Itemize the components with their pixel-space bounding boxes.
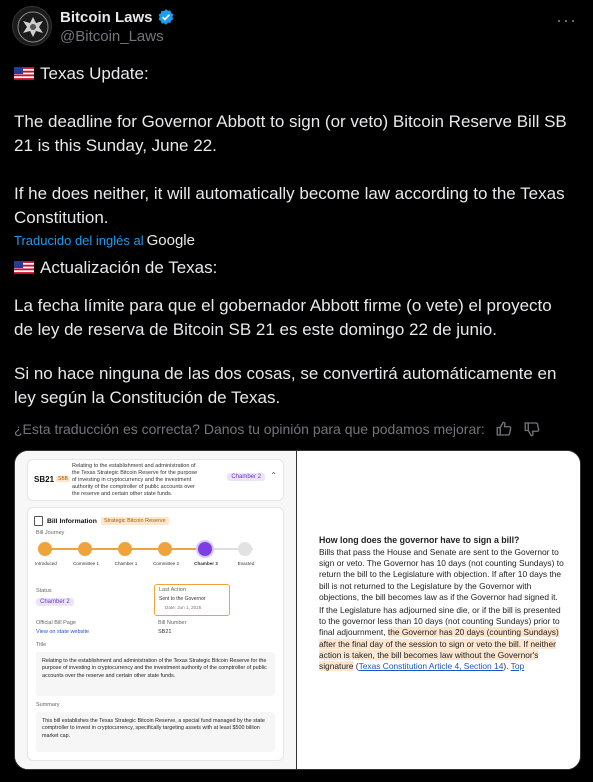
bill-information-card	[27, 507, 284, 761]
us-flag-icon	[14, 67, 34, 80]
journey-label-5: Chamber 2	[194, 561, 218, 566]
last-action-box	[154, 584, 230, 616]
journey-label-6: Enacted	[237, 561, 255, 566]
original-paragraph-2: If he does neither, it will automatically become law according to the Texas Constitution.	[14, 184, 565, 227]
display-name[interactable]: Bitcoin Laws	[60, 8, 153, 26]
translation-heading	[14, 256, 573, 280]
last-action-label: Last Action	[159, 587, 186, 593]
title-text: Relating to the establishment and administration of the Texas Strategic Bitcoin Reserve for the purpose of investing in cryptocurrency and the investment authority of the comptroller of public accounts over the reserve and certain other state funds.	[42, 658, 267, 679]
chamber-badge: Chamber 2	[227, 473, 265, 481]
feedback-prompt: ¿Esta traducción es correcta? Danos tu opinión para que podamos mejorar:	[14, 421, 485, 437]
original-heading	[14, 62, 573, 86]
status-badge: Chamber 2	[36, 598, 74, 606]
translated-by-text: Traducido del inglés al	[14, 233, 144, 248]
journey-label: Bill Journey	[36, 530, 65, 536]
bill-tag: SBB	[58, 476, 69, 482]
handle[interactable]: @Bitcoin_Laws	[60, 28, 164, 45]
journey-step-3	[118, 542, 132, 556]
tweet-header	[12, 6, 581, 50]
translation-heading-text: Actualización de Texas:	[40, 258, 218, 277]
faq-paren-open: (	[353, 661, 359, 672]
faq-paragraph-1: Bills that pass the House and Senate are sent to the Governor to sign or veto. The Governor has 10 days (not counting Sundays) to return the bill to the Legislature with objection. If after 10 days the bill is not returned to the Legislature by the Governor with objections, the bill becomes law as if the Governor had signed it.	[319, 547, 564, 602]
thumbs-down-icon[interactable]	[523, 420, 541, 438]
original-paragraph-1: The deadline for Governor Abbott to sign (or veto) Bitcoin Reserve Bill SB 21 is this Sunday, June 22.	[14, 112, 567, 155]
translation-paragraph-1: La fecha límite para que el gobernador Abbott firme (o vete) el proyecto de ley de reserva de Bitcoin SB 21 es este domingo 22 de junio.	[14, 296, 552, 339]
eagle-seal-icon	[13, 7, 52, 46]
verified-badge-icon	[157, 8, 175, 26]
constitution-faq-image[interactable]	[297, 451, 580, 769]
faq-paragraph-2-start: If the Legislature has adjourned sine die, or if the bill is presented to the governor less than 10 days (not counting Sundays) prior to final adjournment,	[319, 605, 561, 638]
faq-paragraph-2	[319, 605, 564, 672]
collapse-chevron-icon: ⌃	[270, 471, 277, 480]
last-action-value: Sent to the Governor	[159, 596, 206, 602]
bill-id: SB21	[34, 475, 55, 484]
summary-box	[36, 712, 275, 752]
thumbs-up-icon[interactable]	[495, 420, 513, 438]
journey-label-3: Chamber 1	[114, 561, 138, 566]
status-label: Status	[36, 588, 52, 594]
tweet-text-original	[14, 62, 573, 230]
bill-journey	[35, 542, 260, 572]
journey-label-2: Committee 1	[72, 561, 100, 566]
original-heading-text: Texas Update:	[40, 64, 149, 83]
journey-step-5	[198, 542, 212, 556]
bill-info-tag: Strategic Bitcoin Reserve	[101, 517, 169, 525]
translated-by-label[interactable]	[14, 232, 195, 249]
constitution-link[interactable]: Texas Constitution Article 4, Section 14	[358, 661, 504, 672]
tweet-text-translation	[14, 256, 573, 410]
last-action-date: Date: Jun 1, 2025	[165, 605, 202, 610]
official-page-label: Official Bill Page	[36, 620, 76, 626]
journey-step-1	[38, 542, 52, 556]
journey-label-1: Introduced	[35, 561, 57, 566]
bill-summary-card	[27, 459, 284, 501]
faq-question: How long does the governor have to sign a bill?	[319, 535, 520, 545]
top-link[interactable]: Top	[510, 661, 525, 672]
faq-highlight: the Governor has 20 days (counting Sundays) after the final day of the session to sign or veto the bill. If neither action is taken, the bill becomes law without the Governor's signature	[319, 627, 559, 672]
title-label: Title	[36, 642, 47, 648]
google-logo: Google	[146, 232, 195, 249]
us-flag-icon	[14, 261, 34, 274]
title-box	[36, 652, 275, 696]
media-attachment[interactable]	[14, 450, 581, 770]
translation-paragraph-2: Si no hace ninguna de las dos cosas, se convertirá automáticamente en ley según la Constitución de Texas.	[14, 364, 557, 407]
journey-label-4: Committee 2	[152, 561, 180, 566]
summary-label: Summary	[36, 702, 60, 708]
journey-step-6	[238, 542, 252, 556]
summary-text: This bill establishes the Texas Strategic Bitcoin Reserve, a special fund managed by the state comptroller to invest in cryptocurrency, specifically targeting assets with at least $500 billion market cap.	[42, 718, 265, 739]
faq-paren-close: ).	[503, 661, 511, 672]
bill-description: Relating to the establishment and administration of the Texas Strategic Bitcoin Reserve for the purpose of investing in cryptocurrency and the investment authority of the comptroller of public accounts over the reserve and certain other state funds.	[72, 463, 198, 497]
bill-screenshot-image[interactable]	[15, 451, 297, 769]
official-page-link[interactable]: View on state website	[36, 629, 90, 635]
avatar[interactable]	[12, 6, 52, 46]
translation-feedback	[14, 420, 541, 438]
bill-number-value: SB21	[158, 629, 172, 635]
journey-step-4	[158, 542, 172, 556]
document-icon	[34, 516, 43, 526]
journey-step-2	[78, 542, 92, 556]
bill-info-title: Bill Information	[47, 517, 97, 525]
bill-number-label: Bill Number	[158, 620, 187, 626]
more-options-icon[interactable]: ···	[556, 10, 577, 30]
